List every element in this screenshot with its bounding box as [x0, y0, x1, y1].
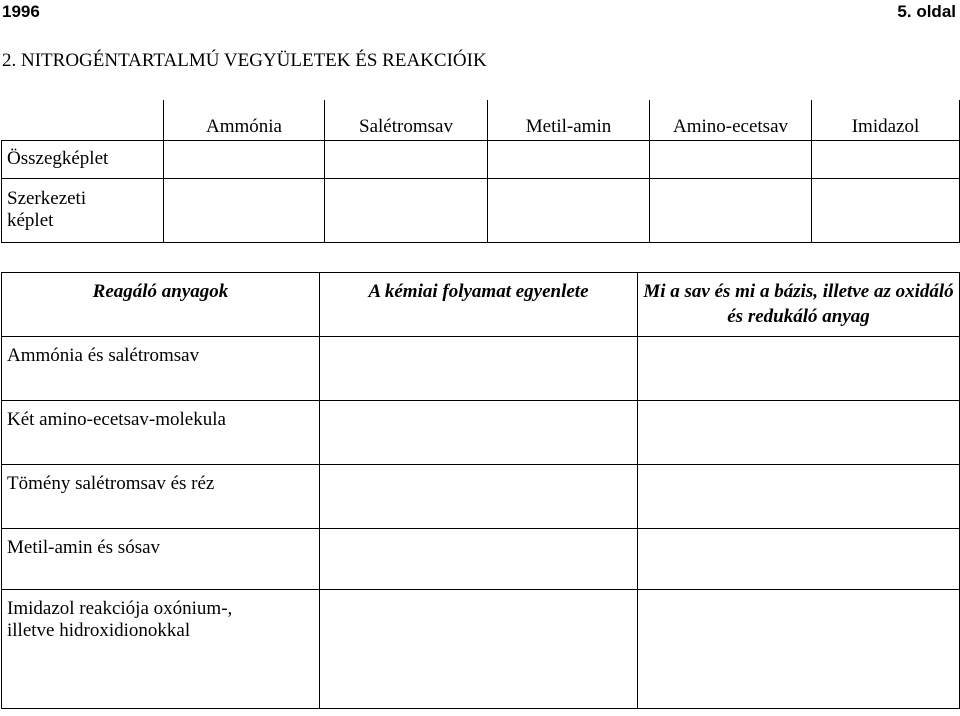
row-label: Szerkezeti képlet — [2, 178, 164, 242]
answer-cell[interactable] — [164, 140, 325, 178]
reaction-table — [1, 272, 960, 709]
answer-cell[interactable] — [325, 178, 488, 242]
column-header: Mi a sav és mi a bázis, illetve az oxidáló és redukáló anyag — [638, 273, 960, 337]
answer-cell[interactable] — [488, 178, 650, 242]
acid-base-cell[interactable] — [638, 401, 960, 465]
acid-base-cell[interactable] — [638, 529, 960, 590]
answer-cell[interactable] — [488, 140, 650, 178]
equation-cell[interactable] — [320, 401, 638, 465]
column-header: Imidazol — [812, 100, 960, 140]
reactant-label: Imidazol reakciója oxónium-, illetve hidroxidionokkal — [2, 590, 320, 709]
reactant-label: Ammónia és salétromsav — [2, 337, 320, 401]
equation-cell[interactable] — [320, 337, 638, 401]
column-header: Salétromsav — [325, 100, 488, 140]
equation-cell[interactable] — [320, 590, 638, 709]
reactant-label: Két amino-ecetsav-molekula — [2, 401, 320, 465]
acid-base-cell[interactable] — [638, 337, 960, 401]
column-header: Ammónia — [164, 100, 325, 140]
answer-cell[interactable] — [164, 178, 325, 242]
answer-cell[interactable] — [325, 140, 488, 178]
corner-cell — [2, 100, 164, 140]
column-header: Reagáló anyagok — [2, 273, 320, 337]
answer-cell[interactable] — [812, 140, 960, 178]
equation-cell[interactable] — [320, 529, 638, 590]
column-header: Amino-ecetsav — [650, 100, 812, 140]
formula-table — [1, 100, 960, 243]
row-label: Összegképlet — [2, 140, 164, 178]
answer-cell[interactable] — [812, 178, 960, 242]
reactant-label: Metil-amin és sósav — [2, 529, 320, 590]
equation-cell[interactable] — [320, 465, 638, 529]
answer-cell[interactable] — [650, 140, 812, 178]
section-title: 2. NITROGÉNTARTALMÚ VEGYÜLETEK ÉS REAKCIÓIK — [2, 50, 487, 71]
page-number: 5. oldal — [897, 2, 956, 21]
reactant-label: Tömény salétromsav és réz — [2, 465, 320, 529]
column-header: Metil-amin — [488, 100, 650, 140]
column-header: A kémiai folyamat egyenlete — [320, 273, 638, 337]
year-label: 1996 — [2, 2, 40, 21]
acid-base-cell[interactable] — [638, 590, 960, 709]
answer-cell[interactable] — [650, 178, 812, 242]
acid-base-cell[interactable] — [638, 465, 960, 529]
